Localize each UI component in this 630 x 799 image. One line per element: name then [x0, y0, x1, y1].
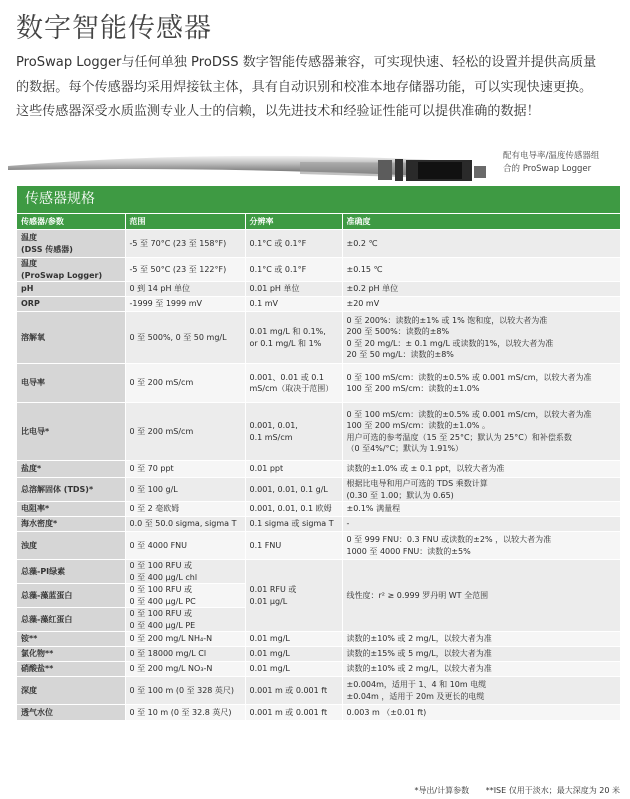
accuracy-cell-line: （0 至4%/°C；默认为 1.91%） [346, 444, 464, 453]
param-cell-line: 温度 [21, 233, 37, 242]
accuracy-cell [342, 647, 620, 662]
range-cell-line: 0 至 100 RFU 或 [129, 609, 193, 618]
accuracy-cell [342, 478, 620, 502]
resolution-cell-line: 0.1°C 或 0.1°F [249, 264, 307, 274]
param-cell [17, 608, 125, 632]
range-cell-line: 0 至 200 mS/cm [129, 426, 194, 436]
accuracy-cell-line: 100 至 200 mS/cm：读数的±1.0% [346, 384, 480, 393]
accuracy-cell-line: 读数的±1.0% 或 ± 0.1 ppt，以较大者为准 [346, 464, 505, 474]
resolution-cell [245, 478, 342, 502]
range-cell-line: 0 至 500%, 0 至 50 mg/L [129, 332, 227, 342]
accuracy-cell-line: ±0.04m ，适用于 20m 及更长的电缆 [346, 691, 485, 701]
column-header-accuracy: 准确度 [342, 214, 620, 230]
range-cell [125, 502, 245, 517]
param-cell [17, 258, 125, 282]
range-cell [125, 230, 245, 258]
resolution-cell-line: or 0.1 mg/L 和 1% [249, 338, 322, 348]
accuracy-cell [342, 632, 620, 647]
param-cell-line: 浊度 [21, 540, 37, 550]
table-row [17, 517, 620, 532]
param-cell [17, 632, 125, 647]
param-cell [17, 647, 125, 662]
accuracy-cell [342, 560, 620, 632]
range-cell [125, 258, 245, 282]
range-cell-line: 0 至 100 RFU 或 [129, 585, 193, 594]
resolution-cell-line: 0.01 μg/L [249, 596, 288, 606]
resolution-cell [245, 282, 342, 297]
range-cell [125, 532, 245, 560]
spec-section-heading: 传感器规格 [17, 186, 620, 213]
range-cell-line: 0 至 100 RFU 或 [129, 561, 193, 570]
intro-paragraph [16, 51, 621, 125]
resolution-cell [245, 647, 342, 662]
intro-line: ProSwap Logger与任何单独 ProDSS 数字智能传感器兼容，可实现快速、轻松的设置并提供高质量 [16, 55, 597, 70]
param-cell-line: pH [21, 284, 34, 294]
table-row [17, 364, 620, 403]
range-cell-line: 0 至 10 m (0 至 32.8 英尺) [129, 707, 232, 717]
accuracy-cell [342, 461, 620, 478]
param-cell [17, 364, 125, 403]
accuracy-cell [342, 403, 620, 461]
accuracy-cell-line: ±0.1% 满量程 [346, 504, 401, 514]
accuracy-cell-line: 根据比电导和用户可选的 TDS 乘数计算 [346, 479, 488, 488]
accuracy-cell [342, 532, 620, 560]
range-cell-line: 0 至 100 g/L [129, 484, 178, 494]
param-cell-line: 总藻-藻红蛋白 [21, 614, 73, 624]
range-cell [125, 705, 245, 720]
param-cell-line: 硝酸盐** [21, 664, 54, 674]
param-cell-line: 盐度* [21, 464, 42, 474]
resolution-cell [245, 258, 342, 282]
param-cell-line: 溶解氧 [21, 332, 45, 342]
range-cell [125, 282, 245, 297]
accuracy-cell-line: ±20 mV [346, 299, 380, 309]
accuracy-cell-line: - [346, 519, 350, 529]
accuracy-cell [342, 312, 620, 364]
range-cell-line: -5 至 50°C (23 至 122°F) [129, 264, 227, 274]
range-cell-line: -1999 至 1999 mV [129, 299, 202, 309]
accuracy-cell [342, 705, 620, 720]
accuracy-cell-line: 1000 至 4000 FNU：读数的±5% [346, 546, 471, 556]
range-cell [125, 632, 245, 647]
param-cell-line: 总藻-藻蓝蛋白 [21, 590, 73, 600]
param-cell-line: (ProSwap Logger) [21, 270, 103, 280]
range-cell-line: 0 至 400 μg/L PE [129, 620, 196, 630]
param-cell [17, 230, 125, 258]
page-title: 数字智能传感器 [16, 13, 212, 44]
resolution-cell-line: 0.001, 0.01, [249, 421, 298, 430]
accuracy-cell [342, 364, 620, 403]
param-cell [17, 502, 125, 517]
param-cell [17, 560, 125, 584]
intro-line: 这些传感器深受水质监测专业人士的信赖，以先进技术和经验证性能可以提供准确的数据！ [16, 104, 540, 119]
range-cell [125, 403, 245, 461]
param-cell-line: (DSS 传感器) [21, 244, 73, 254]
resolution-cell-line: 0.001 m 或 0.001 ft [249, 707, 328, 717]
range-cell [125, 297, 245, 312]
range-cell [125, 517, 245, 532]
resolution-cell-line: 0.001、0.01 或 0.1 [249, 372, 325, 382]
resolution-cell [245, 662, 342, 677]
table-row [17, 297, 620, 312]
table-row [17, 312, 620, 364]
range-cell [125, 662, 245, 677]
param-cell-line: 电导率 [21, 378, 45, 388]
range-cell-line: 0 至 18000 mg/L Cl [129, 649, 207, 659]
table-header-row [17, 214, 620, 230]
resolution-cell [245, 517, 342, 532]
resolution-cell-line: 0.01 RFU 或 [249, 585, 297, 594]
param-cell [17, 677, 125, 705]
table-row [17, 560, 620, 584]
resolution-cell [245, 532, 342, 560]
range-cell [125, 364, 245, 403]
param-cell [17, 662, 125, 677]
range-cell-line: 0 至 2 毫欧姆 [129, 504, 180, 514]
accuracy-cell-line: 线性度：r² ≥ 0.999 罗丹明 WT 全范围 [346, 590, 489, 600]
range-cell-line: 0 至 70 ppt [129, 464, 174, 474]
param-cell [17, 705, 125, 720]
param-cell [17, 403, 125, 461]
param-cell-line: 温度 [21, 259, 37, 268]
accuracy-cell-line: 读数的±15% 或 5 mg/L，以较大者为准 [346, 649, 492, 659]
param-cell-line: 氯化物** [21, 649, 54, 659]
param-cell [17, 517, 125, 532]
range-cell [125, 478, 245, 502]
accuracy-cell-line: ±0.2 ℃ [346, 238, 378, 248]
accuracy-cell-line: 0 至 100 mS/cm：读数的±0.5% 或 0.001 mS/cm，以较大者为准 [346, 372, 592, 382]
resolution-cell [245, 312, 342, 364]
param-cell [17, 584, 125, 608]
resolution-cell [245, 230, 342, 258]
resolution-cell [245, 632, 342, 647]
footnote-derived: *导出/计算参数 [414, 786, 470, 795]
param-cell-line: 海水密度* [21, 519, 58, 529]
table-row [17, 532, 620, 560]
param-cell-line: 深度 [21, 685, 37, 695]
table-row [17, 258, 620, 282]
resolution-cell [245, 502, 342, 517]
resolution-cell-line: 0.001, 0.01, 0.1 g/L [249, 484, 328, 494]
param-cell-line: 总溶解固体 (TDS)* [21, 484, 94, 494]
sensor-spec-table [17, 214, 620, 720]
accuracy-cell-line: 用户可选的参考温度（15 至 25°C；默认为 25°C）和补偿系数 [346, 432, 572, 442]
resolution-cell-line: 0.01 mg/L [249, 649, 290, 659]
range-cell [125, 312, 245, 364]
param-cell-line: ORP [21, 299, 40, 309]
accuracy-cell-line: 0.003 m （±0.01 ft) [346, 707, 427, 717]
range-cell-line: 0 至 200 mS/cm [129, 378, 194, 388]
table-row [17, 478, 620, 502]
resolution-cell [245, 560, 342, 632]
range-cell-line: 0 至 100 m (0 至 328 英尺) [129, 685, 235, 695]
image-caption [503, 150, 599, 176]
param-cell-line: 电阻率* [21, 504, 50, 514]
param-cell [17, 478, 125, 502]
range-cell [125, 560, 245, 584]
resolution-cell [245, 461, 342, 478]
resolution-cell-line: 0.1°C 或 0.1°F [249, 238, 307, 248]
range-cell-line: 0 至 200 mg/L NH₄-N [129, 634, 213, 644]
accuracy-cell [342, 662, 620, 677]
resolution-cell-line: 0.1 mV [249, 299, 279, 309]
range-cell-line: -5 至 70°C (23 至 158°F) [129, 238, 227, 248]
accuracy-cell-line: 20 至 50 mg/L：读数的±8% [346, 350, 454, 359]
table-row [17, 403, 620, 461]
accuracy-cell-line: 0 至 200%：读数的±1% 或 1% 饱和度，以较大者为准 [346, 315, 548, 325]
range-cell-line: 0 至 400 μg/L chl [129, 572, 198, 582]
range-cell-line: 0 至 400 μg/L PC [129, 596, 196, 606]
range-cell [125, 584, 245, 608]
column-header-range: 范围 [125, 214, 245, 230]
resolution-cell [245, 705, 342, 720]
resolution-cell-line: mS/cm（取决于范围） [249, 384, 334, 393]
accuracy-cell [342, 517, 620, 532]
table-row [17, 230, 620, 258]
accuracy-cell [342, 282, 620, 297]
resolution-cell-line: 0.01 mg/L [249, 664, 290, 674]
range-cell [125, 461, 245, 478]
table-row [17, 677, 620, 705]
range-cell [125, 677, 245, 705]
accuracy-cell-line: (0.30 至 1.00；默认为 0.65) [346, 490, 454, 500]
accuracy-cell [342, 677, 620, 705]
resolution-cell-line: 0.01 mg/L [249, 634, 290, 644]
param-cell-line: 铵** [21, 634, 38, 644]
param-cell-line: 比电导* [21, 426, 50, 436]
accuracy-cell-line: 0 至 20 mg/L：± 0.1 mg/L 或读数的1%，以较大者为准 [346, 338, 554, 348]
resolution-cell-line: 0.01 pH 单位 [249, 284, 300, 294]
param-cell-line: 总藻-PI绿素 [21, 566, 66, 576]
column-header-resolution: 分辨率 [245, 214, 342, 230]
resolution-cell-line: 0.001 m 或 0.001 ft [249, 685, 328, 695]
accuracy-cell [342, 230, 620, 258]
accuracy-cell-line: ±0.15 ℃ [346, 264, 383, 274]
accuracy-cell-line: 0 至 100 mS/cm：读数的±0.5% 或 0.001 mS/cm，以较大者为准 [346, 409, 592, 419]
table-row [17, 502, 620, 517]
accuracy-cell-line: 读数的±10% 或 2 mg/L，以较大者为准 [346, 664, 492, 674]
range-cell-line: 0 至 4000 FNU [129, 540, 188, 550]
table-row [17, 662, 620, 677]
resolution-cell [245, 403, 342, 461]
intro-line: 的数据。每个传感器均采用焊接钛主体，具有自动识别和校准本地存储器功能，可以实现快速更换。 [16, 79, 593, 95]
table-row [17, 647, 620, 662]
caption-line: 配有电导率/温度传感器组 [503, 151, 600, 161]
accuracy-cell [342, 258, 620, 282]
accuracy-cell-line: ±0.2 pH 单位 [346, 284, 399, 294]
footnote-ise: **ISE 仅用于淡水；最大深度为 20 米 [485, 786, 620, 795]
table-row [17, 282, 620, 297]
column-header-param: 传感器/参数 [17, 214, 125, 230]
range-cell [125, 647, 245, 662]
accuracy-cell-line: 200 至 500%：读数的±8% [346, 327, 450, 336]
resolution-cell-line: 0.1 mS/cm [249, 432, 293, 442]
param-cell [17, 282, 125, 297]
footnotes [400, 785, 620, 796]
accuracy-cell-line: 100 至 200 mS/cm：读数的±1.0% 。 [346, 421, 490, 430]
param-cell-line: 透气水位 [21, 707, 53, 717]
resolution-cell-line: 0.1 FNU [249, 540, 282, 550]
resolution-cell [245, 364, 342, 403]
table-row [17, 461, 620, 478]
accuracy-cell-line: 读数的±10% 或 2 mg/L，以较大者为准 [346, 634, 492, 644]
table-row [17, 705, 620, 720]
range-cell-line: 0.0 至 50.0 sigma, sigma T [129, 519, 237, 529]
resolution-cell [245, 677, 342, 705]
resolution-cell-line: 0.01 ppt [249, 464, 284, 474]
param-cell [17, 461, 125, 478]
accuracy-cell-line: ±0.004m，适用于 1、4 和 10m 电缆 [346, 680, 487, 689]
param-cell [17, 297, 125, 312]
accuracy-cell [342, 297, 620, 312]
range-cell-line: 0 到 14 pH 单位 [129, 284, 191, 294]
resolution-cell-line: 0.001, 0.01, 0.1 欧姆 [249, 504, 332, 514]
resolution-cell-line: 0.01 mg/L 和 0.1%, [249, 327, 326, 336]
table-row [17, 632, 620, 647]
resolution-cell [245, 297, 342, 312]
range-cell [125, 608, 245, 632]
param-cell [17, 312, 125, 364]
param-cell [17, 532, 125, 560]
accuracy-cell [342, 502, 620, 517]
caption-line: 合的 ProSwap Logger [503, 164, 592, 174]
resolution-cell-line: 0.1 sigma 或 sigma T [249, 519, 334, 529]
accuracy-cell-line: 0 至 999 FNU：0.3 FNU 或读数的±2% ，以较大者为准 [346, 535, 552, 544]
range-cell-line: 0 至 200 mg/L NO₃-N [129, 664, 213, 674]
